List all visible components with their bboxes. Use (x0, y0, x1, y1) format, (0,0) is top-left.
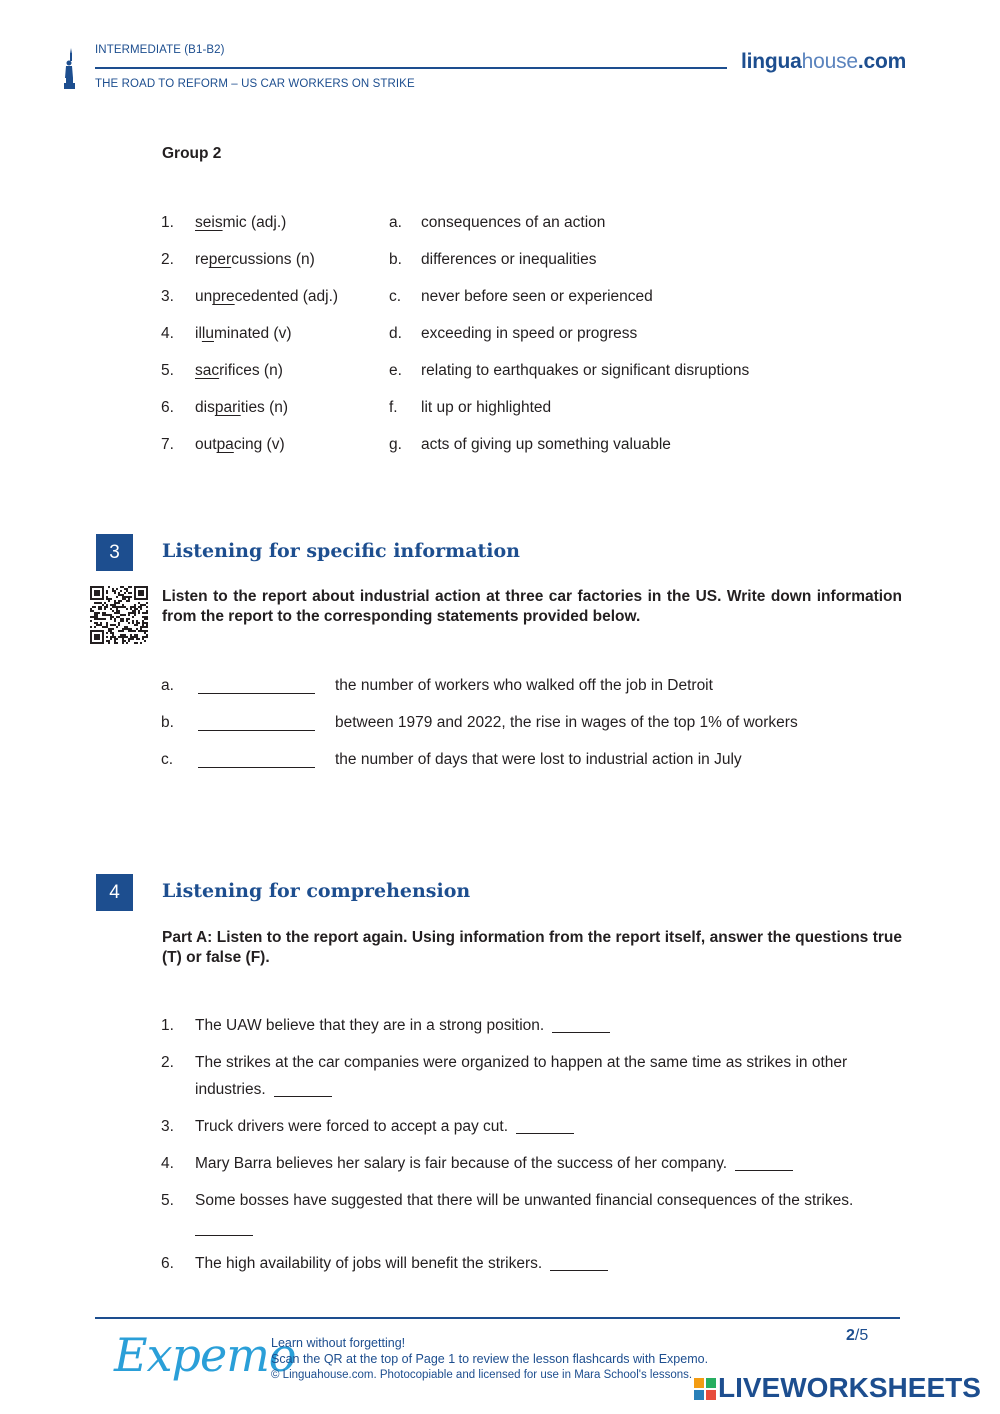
question-text (195, 1154, 793, 1174)
question-text (195, 1053, 847, 1073)
liveworksheets-icon (694, 1378, 716, 1400)
statue-of-liberty-icon (62, 48, 78, 90)
footer-line-3: © Linguahouse.com. Photocopiable and licensed for use in Mara School's lessons. (271, 1369, 693, 1381)
page-number (846, 1327, 868, 1345)
definition-letter: d. (389, 325, 402, 342)
brand-part-3: .com (857, 50, 907, 73)
section-4-title: Listening for comprehension (162, 880, 471, 902)
word-number: 3. (161, 288, 174, 305)
brand-part-2: house (801, 50, 858, 73)
word-number: 7. (161, 436, 174, 453)
item-letter: a. (161, 677, 174, 694)
definition-letter: f. (389, 399, 398, 416)
question-number: 4. (161, 1155, 174, 1172)
definition-letter: g. (389, 436, 402, 453)
word-stressed-syllable: per (208, 251, 232, 268)
definition-item[interactable]: differences or inequalities (421, 251, 597, 268)
section-4-instruction: Part A: Listen to the report again. Using information from the report itself, answer the questions true (T) or false (F). (162, 929, 902, 966)
question-text-cont (195, 1080, 332, 1100)
level-label: INTERMEDIATE (B1-B2) (95, 44, 225, 56)
word-prefix: out (195, 436, 217, 453)
brand-part-1: lingua (741, 50, 802, 73)
definition-item[interactable]: lit up or highlighted (421, 399, 552, 416)
word-suffix: rifices (n) (219, 362, 283, 379)
footer-rule (95, 1317, 900, 1319)
question-number: 2. (161, 1054, 174, 1071)
word-stressed-syllable: sac (195, 362, 220, 379)
question-line-2: industries. (195, 1081, 266, 1098)
word-number: 2. (161, 251, 174, 268)
question-line: Some bosses have suggested that there will be unwanted financial consequences of the strikes. (195, 1192, 854, 1209)
definition-item[interactable]: relating to earthquakes or significant disruptions (421, 362, 750, 379)
word-stressed-syllable: seis (195, 214, 223, 231)
qr-code-icon[interactable] (90, 586, 148, 644)
question-text (195, 1191, 853, 1211)
question-number: 3. (161, 1118, 174, 1135)
word-number: 4. (161, 325, 174, 342)
definition-letter: e. (389, 362, 402, 379)
question-line: Mary Barra believes her salary is fair because of the success of her company. (195, 1155, 728, 1172)
group-title: Group 2 (162, 145, 222, 162)
page-current: 2 (846, 1327, 855, 1344)
definition-letter: a. (389, 214, 402, 231)
answer-blank[interactable] (198, 693, 315, 694)
word-item[interactable] (195, 398, 288, 418)
answer-blank[interactable] (550, 1270, 608, 1271)
question-number: 1. (161, 1017, 174, 1034)
word-prefix: il (195, 325, 202, 342)
word-item[interactable] (195, 250, 315, 270)
question-number: 6. (161, 1255, 174, 1272)
word-item[interactable] (195, 213, 286, 233)
answer-blank[interactable] (195, 1235, 253, 1236)
word-suffix: cussions (n) (231, 251, 315, 268)
word-prefix: re (195, 251, 209, 268)
word-stressed-syllable: pari (214, 399, 241, 416)
definition-item[interactable]: acts of giving up something valuable (421, 436, 671, 453)
question-number: 5. (161, 1192, 174, 1209)
item-text: between 1979 and 2022, the rise in wages of the top 1% of workers (335, 714, 798, 731)
lesson-title: THE ROAD TO REFORM – US CAR WORKERS ON STRIKE (95, 78, 415, 90)
question-text (195, 1254, 608, 1274)
answer-blank[interactable] (198, 767, 315, 768)
definition-letter: c. (389, 288, 402, 305)
header-rule (95, 67, 727, 69)
word-stressed-syllable: pre (212, 288, 235, 305)
footer-line-1: Learn without forgetting! (271, 1336, 406, 1350)
footer-line-2: Scan the QR at the top of Page 1 to review the lesson flashcards with Expemo. (271, 1352, 709, 1366)
item-text: the number of workers who walked off the job in Detroit (335, 677, 713, 694)
liveworksheets-watermark: LIVEWORKSHEETS (718, 1372, 981, 1403)
word-stressed-syllable: lu (201, 325, 214, 342)
word-prefix: dis (195, 399, 215, 416)
word-suffix: cedented (adj.) (234, 288, 339, 305)
section-4-number: 4 (96, 874, 133, 911)
section-3-number: 3 (96, 534, 133, 571)
question-line: The high availability of jobs will benefit the strikers. (195, 1255, 543, 1272)
word-item[interactable] (195, 361, 283, 381)
item-letter: c. (161, 751, 174, 768)
word-item[interactable] (195, 435, 285, 455)
word-suffix: cing (v) (233, 436, 285, 453)
definition-item[interactable]: never before seen or experienced (421, 288, 653, 305)
word-suffix: ties (n) (240, 399, 289, 416)
question-line: The UAW believe that they are in a strong position. (195, 1017, 545, 1034)
definition-letter: b. (389, 251, 402, 268)
expemo-logo[interactable]: Expemo (114, 1328, 296, 1382)
page-total: /5 (854, 1327, 869, 1344)
section-3-instruction: Listen to the report about industrial action at three car factories in the US. Write down information from the report to the corresponding statements provided below. (162, 588, 902, 625)
question-text (195, 1117, 574, 1137)
word-item[interactable] (195, 287, 338, 307)
word-prefix: un (195, 288, 213, 305)
item-text: the number of days that were lost to industrial action in July (335, 751, 742, 768)
brand-logo[interactable] (741, 50, 906, 74)
question-line: Truck drivers were forced to accept a pay cut. (195, 1118, 508, 1135)
question-line: The strikes at the car companies were organized to happen at the same time as strikes in other (195, 1054, 848, 1071)
word-item[interactable] (195, 324, 292, 344)
section-3-title: Listening for specific information (162, 540, 520, 562)
answer-blank[interactable] (516, 1133, 574, 1134)
word-suffix: minated (v) (213, 325, 292, 342)
word-stressed-syllable: pa (216, 436, 234, 453)
definition-item[interactable]: consequences of an action (421, 214, 606, 231)
item-letter: b. (161, 714, 174, 731)
answer-blank[interactable] (735, 1170, 793, 1171)
answer-blank[interactable] (198, 730, 315, 731)
word-number: 5. (161, 362, 174, 379)
definition-item[interactable]: exceeding in speed or progress (421, 325, 638, 342)
word-number: 1. (161, 214, 174, 231)
answer-blank[interactable] (274, 1096, 332, 1097)
word-suffix: mic (adj.) (222, 214, 287, 231)
answer-blank[interactable] (552, 1032, 610, 1033)
word-number: 6. (161, 399, 174, 416)
question-text (195, 1016, 610, 1036)
